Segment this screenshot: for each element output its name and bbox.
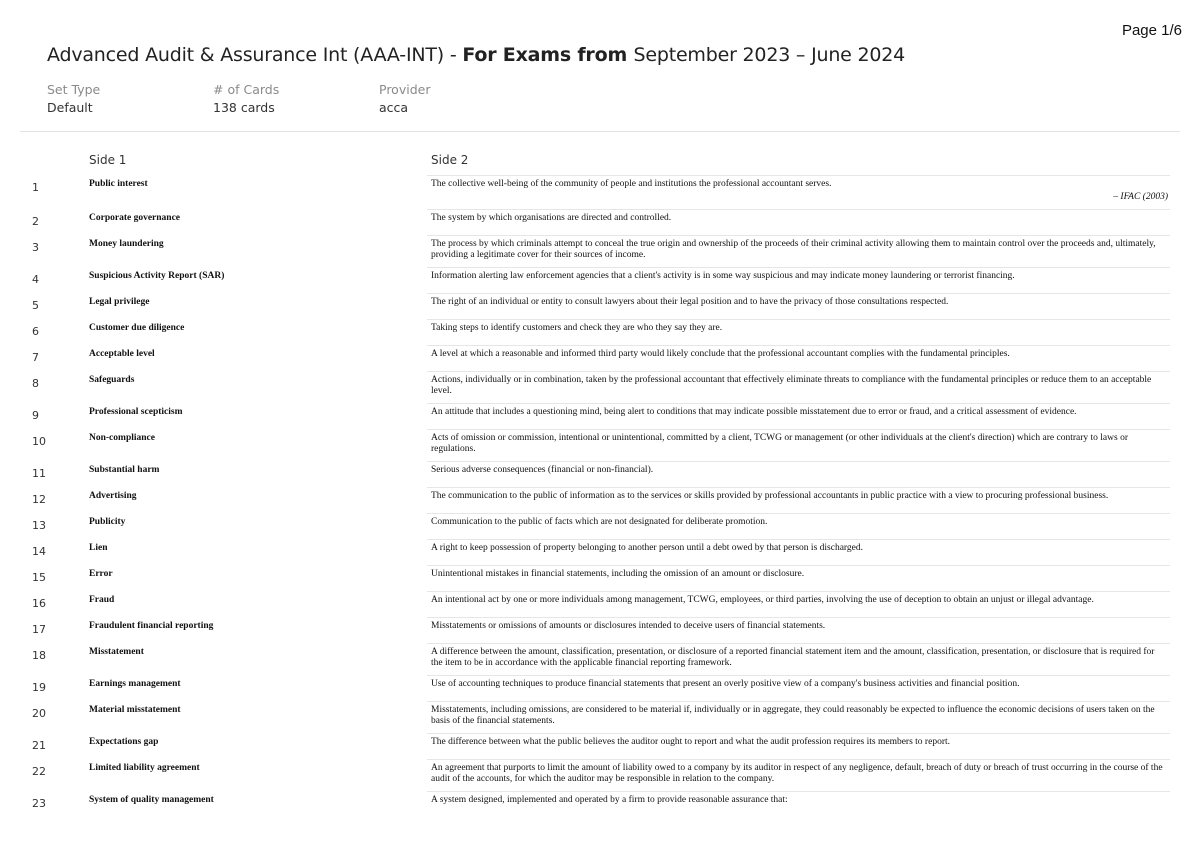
table-row <box>0 487 1200 513</box>
row-divider <box>427 429 1170 430</box>
card-term: Substantial harm <box>89 465 160 475</box>
table-row <box>0 675 1200 701</box>
title-course: Advanced Audit & Assurance Int (AAA-INT) - <box>47 44 463 66</box>
row-divider <box>427 461 1170 462</box>
row-number: 17 <box>32 623 46 636</box>
card-definition: The process by which criminals attempt to conceal the true origin and ownership of the proceeds of their criminal activity allowing them to maintain control over the proceeds and, ultimately, providing a legitimate cover for their sources of income. <box>431 239 1156 260</box>
row-number: 7 <box>32 351 39 364</box>
card-term: Limited liability agreement <box>89 763 200 773</box>
card-term: Corporate governance <box>89 213 181 223</box>
provider-field <box>379 82 430 115</box>
card-term: Publicity <box>89 517 126 527</box>
card-definition: Information alerting law enforcement agencies that a client's activity is in some way suspicious and may indicate money laundering or terrorist financing. <box>431 271 1015 281</box>
card-term: Acceptable level <box>89 349 155 359</box>
card-definition: Use of accounting techniques to produce financial statements that present an overly positive view of a company's business activities and financial position. <box>431 679 1020 689</box>
table-row <box>0 591 1200 617</box>
row-divider <box>427 371 1170 372</box>
row-divider <box>427 209 1170 210</box>
row-number: 1 <box>32 181 39 194</box>
row-divider <box>427 759 1170 760</box>
row-number: 13 <box>32 519 46 532</box>
table-row <box>0 643 1200 675</box>
card-count-field <box>213 82 279 115</box>
row-divider <box>427 701 1170 702</box>
row-divider <box>427 643 1170 644</box>
table-row <box>0 371 1200 403</box>
row-number: 3 <box>32 241 39 254</box>
table-row <box>0 403 1200 429</box>
row-divider <box>427 487 1170 488</box>
column-header-side-1: Side 1 <box>89 153 127 167</box>
definition-attribution: – IFAC (2003) <box>1113 192 1168 202</box>
table-row <box>0 759 1200 791</box>
row-number: 19 <box>32 681 46 694</box>
provider-value: acca <box>379 100 409 115</box>
card-definition: An attitude that includes a questioning mind, being alert to conditions that may indicate possible misstatement due to error or fraud, and a critical assessment of evidence. <box>431 407 1077 417</box>
table-row <box>0 319 1200 345</box>
table-row <box>0 461 1200 487</box>
table-row <box>0 539 1200 565</box>
table-row <box>0 267 1200 293</box>
row-number: 14 <box>32 545 46 558</box>
card-term: Suspicious Activity Report (SAR) <box>89 271 225 281</box>
row-divider <box>427 293 1170 294</box>
row-divider <box>427 267 1170 268</box>
table-row <box>0 513 1200 539</box>
row-number: 22 <box>32 765 46 778</box>
row-number: 10 <box>32 435 46 448</box>
card-definition: Actions, individually or in combination, taken by the professional accountant that effectively eliminate threats to compliance with the fundamental principles or reduce them to an acceptable level. <box>431 375 1152 396</box>
card-definition: The communication to the public of information as to the services or skills provided by professional accountants in public practice with a view to procuring professional business. <box>431 491 1109 501</box>
set-type-label: Set Type <box>47 82 101 97</box>
card-term: Expectations gap <box>89 737 159 747</box>
table-row <box>0 791 1200 817</box>
card-term: Public interest <box>89 179 148 189</box>
card-definition: A system designed, implemented and operated by a firm to provide reasonable assurance that: <box>431 795 788 805</box>
row-divider <box>427 235 1170 236</box>
table-row <box>0 429 1200 461</box>
row-number: 4 <box>32 273 39 286</box>
card-definition: The difference between what the public believes the auditor ought to report and what the audit profession requires its members to report. <box>431 737 950 747</box>
card-term: Money laundering <box>89 239 164 249</box>
table-row <box>0 293 1200 319</box>
card-term: Fraudulent financial reporting <box>89 621 214 631</box>
card-term: Earnings management <box>89 679 181 689</box>
row-number: 20 <box>32 707 46 720</box>
table-header <box>0 153 1200 171</box>
set-type-value: Default <box>47 100 93 115</box>
card-count-label: # of Cards <box>213 82 280 97</box>
row-number: 18 <box>32 649 46 662</box>
row-divider <box>427 675 1170 676</box>
row-number: 23 <box>32 797 46 810</box>
card-definition: Communication to the public of facts which are not designated for deliberate promotion. <box>431 517 768 527</box>
row-divider <box>427 319 1170 320</box>
row-divider <box>427 617 1170 618</box>
row-number: 2 <box>32 215 39 228</box>
card-term: Non-compliance <box>89 433 155 443</box>
row-number: 12 <box>32 493 46 506</box>
page-title <box>47 44 905 66</box>
page-number: Page 1/6 <box>1121 22 1182 39</box>
card-definition: Acts of omission or commission, intentional or unintentional, committed by a client, TCWG or management (or other individuals at the client's direction) which are contrary to laws or regulations. <box>431 433 1128 454</box>
row-number: 8 <box>32 377 39 390</box>
table-row <box>0 235 1200 267</box>
card-term: Lien <box>89 543 108 553</box>
row-divider <box>427 539 1170 540</box>
card-term: Safeguards <box>89 375 135 385</box>
title-exams-label: For Exams from <box>462 44 634 66</box>
table-row <box>0 209 1200 235</box>
card-definition: The collective well-being of the community of people and institutions the professional accountant serves. <box>431 179 832 189</box>
card-definition: Serious adverse consequences (financial or non-financial). <box>431 465 654 475</box>
card-term: Advertising <box>89 491 137 501</box>
row-divider <box>427 513 1170 514</box>
card-definition: An agreement that purports to limit the amount of liability owed to a company by its auditor in respect of any negligence, default, breach of duty or breach of trust occurring in the course of the audit of the accounts, for which the auditor may be responsible in relation to the company. <box>431 763 1163 784</box>
card-term: Customer due diligence <box>89 323 185 333</box>
table-row <box>0 733 1200 759</box>
card-count-value: 138 cards <box>213 100 275 115</box>
card-definition: Unintentional mistakes in financial statements, including the omission of an amount or disclosure. <box>431 569 805 579</box>
title-exam-period: September 2023 – June 2024 <box>633 44 906 66</box>
card-definition: An intentional act by one or more individuals among management, TCWG, employees, or third parties, involving the use of deception to obtain an unjust or illegal advantage. <box>431 595 1094 605</box>
card-definition: The system by which organisations are directed and controlled. <box>431 213 672 223</box>
card-term: Fraud <box>89 595 115 605</box>
set-type-field <box>47 82 100 115</box>
card-definition: Taking steps to identify customers and check they are who they say they are. <box>431 323 723 333</box>
row-divider <box>427 403 1170 404</box>
card-definition: Misstatements, including omissions, are considered to be material if, individually or in aggregate, they could reasonably be expected to influence the economic decisions of users taken on the basis of the financial statements. <box>431 705 1155 726</box>
card-definition: A level at which a reasonable and informed third party would likely conclude that the professional accountant complies with the fundamental principles. <box>431 349 1010 359</box>
row-number: 5 <box>32 299 39 312</box>
flashcard-table <box>0 175 1200 817</box>
row-divider <box>427 591 1170 592</box>
card-term: Misstatement <box>89 647 144 657</box>
card-definition: A difference between the amount, classification, presentation, or disclosure of a reported financial statement item and the amount, classification, presentation, or disclosure that is required for the item to be in accordance with the applicable financial reporting framework. <box>431 647 1155 668</box>
row-divider <box>427 175 1170 176</box>
provider-label: Provider <box>379 82 431 97</box>
table-row <box>0 701 1200 733</box>
header-divider <box>20 131 1180 132</box>
row-number: 21 <box>32 739 46 752</box>
column-header-side-2: Side 2 <box>431 153 469 167</box>
row-number: 6 <box>32 325 39 338</box>
card-definition: Misstatements or omissions of amounts or disclosures intended to deceive users of financial statements. <box>431 621 826 631</box>
table-row <box>0 175 1200 209</box>
row-number: 11 <box>32 467 46 480</box>
row-divider <box>427 565 1170 566</box>
card-definition: The right of an individual or entity to consult lawyers about their legal position and to have the privacy of those consultations respected. <box>431 297 949 307</box>
row-number: 15 <box>32 571 46 584</box>
card-term: Professional scepticism <box>89 407 183 417</box>
row-number: 9 <box>32 409 39 422</box>
card-term: System of quality management <box>89 795 214 805</box>
row-number: 16 <box>32 597 46 610</box>
card-term: Error <box>89 569 113 579</box>
card-definition: A right to keep possession of property belonging to another person until a debt owed by that person is discharged. <box>431 543 863 553</box>
row-divider <box>427 733 1170 734</box>
card-term: Legal privilege <box>89 297 150 307</box>
row-divider <box>427 791 1170 792</box>
table-row <box>0 345 1200 371</box>
card-term: Material misstatement <box>89 705 181 715</box>
table-row <box>0 565 1200 591</box>
table-row <box>0 617 1200 643</box>
row-divider <box>427 345 1170 346</box>
